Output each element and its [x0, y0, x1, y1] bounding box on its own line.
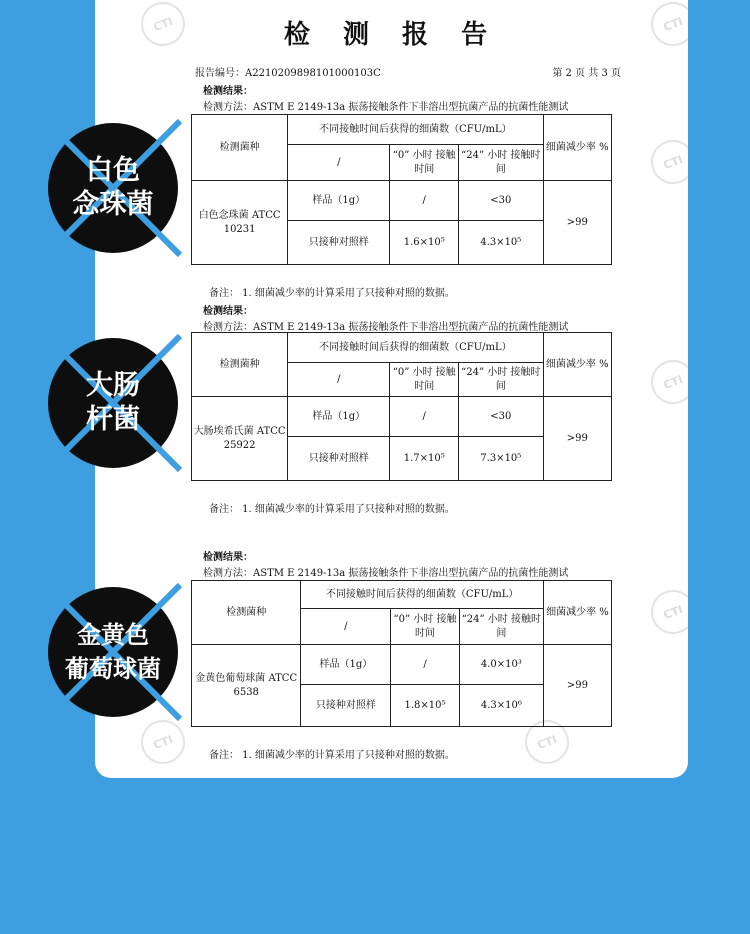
header-0h: “0” 小时 接触时间: [390, 363, 459, 397]
sample-24h: 4.0×10³: [459, 645, 543, 685]
header-0h: “0” 小时 接触时间: [391, 609, 459, 645]
row-control-label: 只接种对照样: [288, 221, 390, 265]
strain-name: 金黄色葡萄球菌 ATCC 6538: [192, 645, 301, 727]
row-control-label: 只接种对照样: [288, 437, 390, 481]
reduction-rate: >99: [543, 397, 611, 481]
header-24h: “24” 小时 接触时间: [459, 145, 543, 181]
header-strain: 检测菌种: [192, 115, 288, 181]
watermark-stamp: CTI: [135, 714, 191, 770]
header-strain: 检测菌种: [192, 581, 301, 645]
header-slash: /: [288, 145, 390, 181]
row-control-label: 只接种对照样: [301, 685, 391, 727]
result-table: [191, 332, 612, 481]
control-24h: 7.3×10⁵: [459, 437, 543, 481]
test-method: 检测方法：ASTM E 2149-13a 振荡接触条件下非溶出型抗菌产品的抗菌性能测试: [203, 322, 569, 333]
strain-name: 白色念珠菌 ATCC 10231: [192, 181, 288, 265]
header-24h: “24” 小时 接触时间: [459, 363, 543, 397]
badge-line-1: 金黄色: [77, 621, 149, 649]
test-method: 检测方法：ASTM E 2149-13a 振荡接触条件下非溶出型抗菌产品的抗菌性能测试: [203, 568, 569, 579]
bottom-background: [0, 778, 750, 934]
header-rate: 细菌减少率 %: [543, 115, 611, 181]
control-0h: 1.8×10⁵: [391, 685, 459, 727]
row-sample-label: 样品（1g）: [288, 181, 390, 221]
page-info: 第 2 页 共 3 页: [552, 68, 621, 79]
header-rate: 细菌减少率 %: [543, 581, 611, 645]
row-sample-label: 样品（1g）: [288, 397, 390, 437]
header-count: 不同接触时间后获得的细菌数（CFU/mL）: [301, 581, 544, 609]
report-title: 检 测 报 告: [283, 20, 500, 50]
strain-name: 大肠埃希氏菌 ATCC 25922: [192, 397, 288, 481]
control-24h: 4.3×10⁶: [459, 685, 543, 727]
row-sample-label: 样品（1g）: [301, 645, 391, 685]
watermark-stamp: CTI: [645, 134, 688, 190]
badge-line-2: 念珠菌: [72, 189, 154, 220]
control-0h: 1.7×10⁵: [390, 437, 459, 481]
control-24h: 4.3×10⁵: [459, 221, 543, 265]
sample-0h: /: [390, 181, 459, 221]
badge-line-2: 葡萄球菌: [65, 655, 161, 683]
result-label: 检测结果：: [203, 552, 253, 563]
sample-24h: <30: [459, 397, 543, 437]
reduction-rate: >99: [543, 181, 611, 265]
sample-0h: /: [390, 397, 459, 437]
result-label: 检测结果：: [203, 306, 253, 317]
report-number: 报告编号：A2210209898101000103C: [195, 68, 381, 79]
sample-0h: /: [391, 645, 459, 685]
badge-line-1: 大肠: [86, 370, 140, 401]
badge-line-1: 白色: [86, 155, 140, 186]
note: 备注： 1. 细菌减少率的计算采用了只接种对照的数据。: [209, 504, 455, 515]
sample-24h: <30: [459, 181, 543, 221]
header-count: 不同接触时间后获得的细菌数（CFU/mL）: [288, 333, 543, 363]
badge-line-2: 杆菌: [86, 404, 140, 435]
header-slash: /: [301, 609, 391, 645]
header-slash: /: [288, 363, 390, 397]
watermark-stamp: CTI: [645, 584, 688, 640]
header-rate: 细菌减少率 %: [543, 333, 611, 397]
header-count: 不同接触时间后获得的细菌数（CFU/mL）: [288, 115, 543, 145]
result-table: [191, 580, 612, 727]
result-table: [191, 114, 612, 265]
badge-staph: [48, 587, 178, 717]
header-strain: 检测菌种: [192, 333, 288, 397]
watermark-stamp: CTI: [135, 0, 191, 52]
reduction-rate: >99: [543, 645, 611, 727]
note: 备注： 1. 细菌减少率的计算采用了只接种对照的数据。: [209, 750, 455, 761]
badge-ecoli: [48, 338, 178, 468]
control-0h: 1.6×10⁵: [390, 221, 459, 265]
note: 备注： 1. 细菌减少率的计算采用了只接种对照的数据。: [209, 288, 455, 299]
watermark-stamp: CTI: [519, 714, 575, 770]
watermark-stamp: CTI: [645, 354, 688, 410]
header-24h: “24” 小时 接触时间: [459, 609, 543, 645]
watermark-stamp: CTI: [645, 0, 688, 52]
badge-candida: [48, 123, 178, 253]
header-0h: “0” 小时 接触时间: [390, 145, 459, 181]
result-label: 检测结果：: [203, 86, 253, 97]
test-method: 检测方法：ASTM E 2149-13a 振荡接触条件下非溶出型抗菌产品的抗菌性能测试: [203, 102, 569, 113]
